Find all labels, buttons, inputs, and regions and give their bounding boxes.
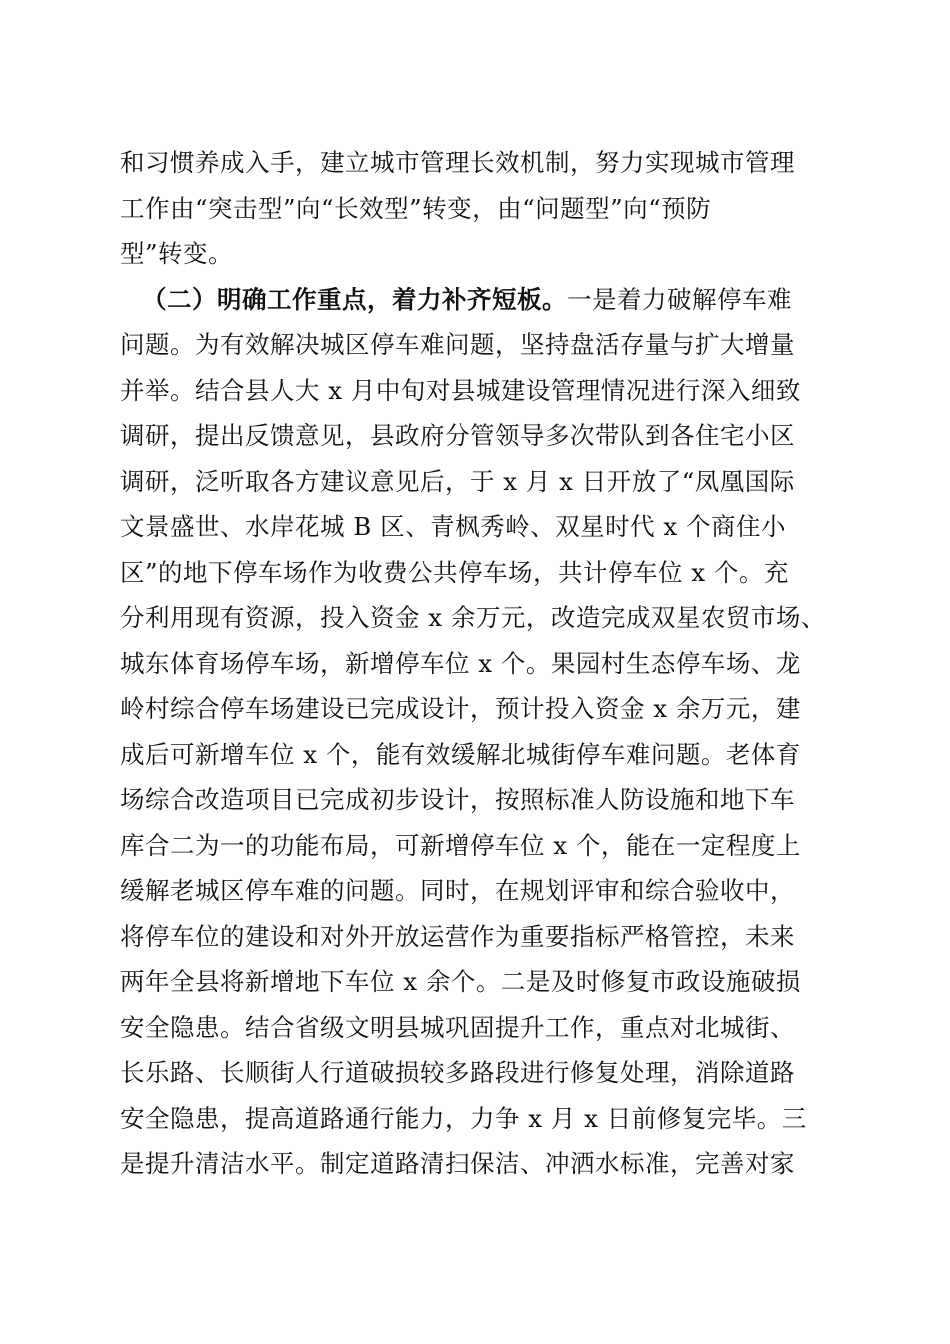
text-line: 场综合改造项目已完成初步设计，按照标准人防设施和地下车 (120, 785, 795, 814)
section-first-line (120, 277, 840, 323)
text-line: 型”转变。 (120, 239, 234, 268)
text-line: 问题。为有效解决城区停车难问题，坚持盘活存量与扩大增量 (120, 330, 795, 359)
text-line: 文景盛世、水岸花城 B 区、青枫秀岭、双星时代 x 个商住小 (120, 512, 786, 541)
text-line: 工作由“突击型”向“长效型”转变，由“问题型”向“预防 (120, 193, 712, 223)
text-line: 分利用现有资源，投入资金 x 余万元，改造完成双星农贸市场、 (120, 603, 826, 632)
section-first-line-text: 一是着力破解停车难 (567, 284, 792, 314)
text-line: 岭村综合停车场建设已完成设计，预计投入资金 x 余万元，建 (120, 694, 801, 723)
document-body (120, 140, 840, 1187)
text-line: 和习惯养成入手，建立城市管理长效机制，努力实现城市管理 (120, 148, 795, 177)
text-line: 城东体育场停车场，新增停车位 x 个。果园村生态停车场、龙 (120, 648, 801, 678)
text-line: 成后可新增车位 x 个，能有效缓解北城街停车难问题。老体育 (120, 739, 801, 769)
text-line: 缓解老城区停车难的问题。同时，在规划评审和综合验收中， (120, 876, 795, 905)
text-line: 库合二为一的功能布局，可新增停车位 x 个，能在一定程度上 (120, 830, 801, 860)
text-line: 两年全县将新增地下车位 x 余个。二是及时修复市政设施破损 (120, 967, 801, 996)
text-line: 将停车位的建设和对外开放运营作为重要指标严格管控，未来 (120, 921, 795, 951)
text-line: 是提升清洁水平。制定道路清扫保洁、冲洒水标准，完善对家 (120, 1149, 795, 1178)
text-line: 安全隐患。结合省级文明县城巩固提升工作，重点对北城街、 (120, 1012, 795, 1042)
text-line: 调研，泛听取各方建议意见后，于 x 月 x 日开放了“凤凰国际 (120, 466, 795, 496)
text-line: 调研，提出反馈意见，县政府分管领导多次带队到各住宅小区 (120, 421, 795, 450)
text-line: 长乐路、长顺街人行道破损较多路段进行修复处理，消除道路 (120, 1058, 795, 1087)
text-line: 区”的地下停车场作为收费公共停车场，共计停车位 x 个。充 (120, 557, 789, 587)
text-line: 安全隐患，提高道路通行能力，力争 x 月 x 日前修复完毕。三 (120, 1103, 807, 1133)
section-heading: （二）明确工作重点，着力补齐短板。 (142, 284, 567, 314)
text-line: 并举。结合县人大 x 月中旬对县城建设管理情况进行深入细致 (120, 375, 801, 405)
